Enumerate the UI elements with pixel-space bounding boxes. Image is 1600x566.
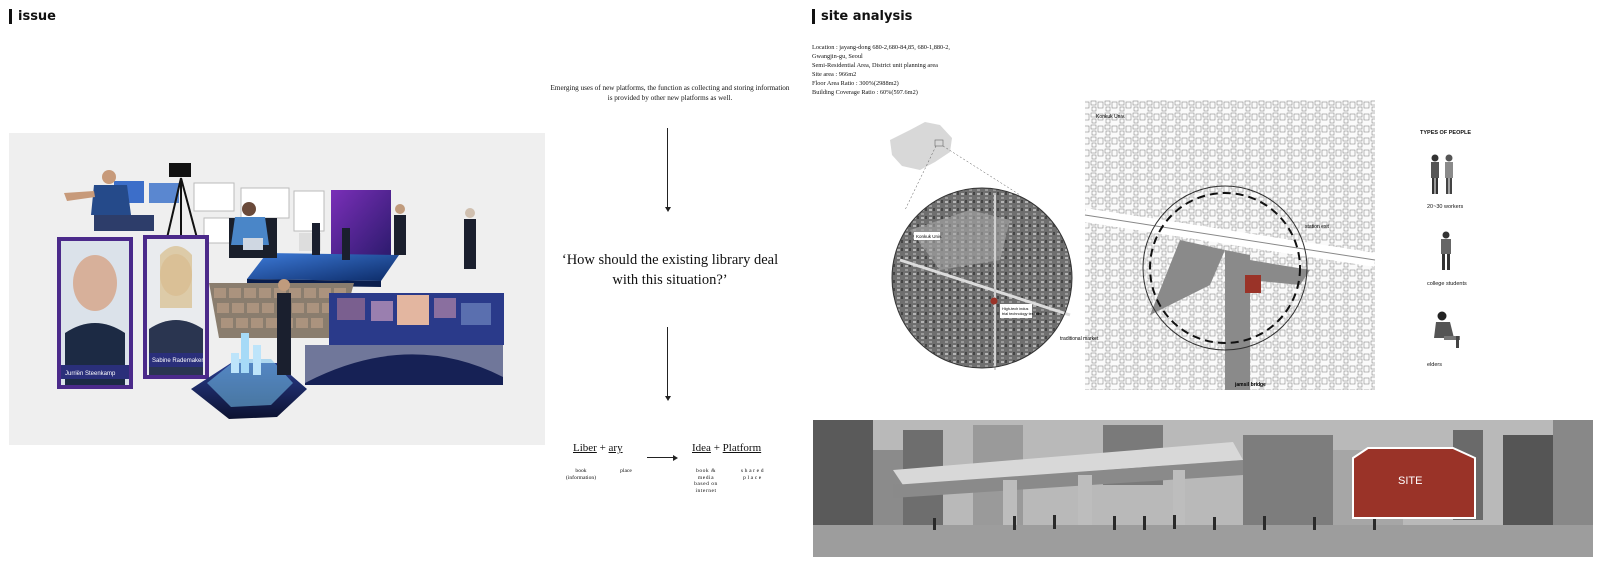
- label-book-information: book (information): [565, 468, 597, 481]
- traditional-market-label: traditional market: [1060, 336, 1099, 342]
- jamsil-bridge-label: jamsil bridge: [1235, 382, 1266, 388]
- site-analysis-title: [812, 9, 912, 24]
- label-place: place: [620, 468, 632, 474]
- digital-platform-collage: [9, 133, 545, 445]
- formula-plus-1: +: [599, 442, 606, 454]
- site-info-zoning: Semi-Residential Area, District unit planning area: [812, 62, 938, 69]
- label-book-media: book & media based on internet: [694, 468, 718, 494]
- students-label: college students: [1427, 281, 1467, 287]
- site-analysis-title-text: site analysis: [821, 9, 913, 24]
- title-bar: [812, 9, 815, 24]
- plan-map: [1060, 100, 1375, 390]
- workers-label: 20~30 workers: [1427, 204, 1464, 210]
- site-info-block: [812, 43, 950, 97]
- site-info-bcr: Building Coverage Ratio : 60%(597.6m2): [812, 89, 918, 96]
- site-info-location: Location : jayang-dong 680-2,680-84,85, 680-1,880-2,: [812, 44, 950, 51]
- station-exit-label: station exit: [1305, 224, 1329, 230]
- title-bar: [9, 9, 12, 24]
- formula-plus-2: +: [713, 442, 720, 454]
- site-maps: [880, 100, 1410, 400]
- formula-idea-platform: [692, 442, 761, 454]
- down-arrow-2: [667, 327, 668, 397]
- konkuk-univ-aerial-label: Konkuk Univ.: [916, 234, 943, 239]
- formula-term-ary: ary: [608, 442, 623, 454]
- video-tile-2-name: Sabine Rademaker: [152, 358, 204, 364]
- formula-library: [573, 442, 623, 454]
- formula-term-liber: Liber: [573, 442, 597, 454]
- video-tile-2: [143, 235, 209, 379]
- purple-screen: [331, 190, 391, 260]
- site-info-district: Gwangjin-gu, Seoul: [812, 53, 863, 60]
- collage-illustration: [9, 133, 545, 445]
- right-arrow: [647, 457, 674, 458]
- elders-label: elders: [1427, 362, 1442, 368]
- down-arrow-1: [667, 128, 668, 208]
- elder-figure: [1430, 310, 1464, 350]
- site-info-far: Floor Area Ratio : 300%(2988m2): [812, 80, 899, 87]
- street-photo: [813, 420, 1593, 557]
- konkuk-univ-plan-label: Konkuk Univ.: [1096, 114, 1126, 120]
- issue-title-text: issue: [18, 9, 57, 24]
- student-figure: [1434, 230, 1458, 272]
- people-types-title: TYPES OF PEOPLE: [1420, 130, 1472, 136]
- formula-term-platform: Platform: [722, 442, 762, 454]
- aerial-photo-circle: [892, 188, 1072, 370]
- formula-term-idea: Idea: [692, 442, 711, 454]
- video-tile-1: [57, 237, 133, 389]
- svg-text:trial technology test bed: trial technology test bed: [1002, 312, 1043, 316]
- conference-hall: [305, 293, 504, 385]
- label-shared-place: shared place: [740, 468, 766, 481]
- site-info-area: Site area : 966m2: [812, 71, 857, 78]
- research-question: ‘How should the existing library deal with this situation?’: [561, 252, 779, 288]
- workers-figure: [1425, 153, 1465, 198]
- video-tile-1-name: Jurriën Steenkamp: [65, 371, 116, 377]
- issue-title: [9, 9, 56, 24]
- intro-text: Emerging uses of new platforms, the function as collecting and storing information is provided by other new platforms as well.: [550, 84, 790, 102]
- street-panorama: [813, 420, 1593, 557]
- high-tech-label: High-tech indus: [1002, 307, 1029, 311]
- site-label: SITE: [1398, 475, 1423, 487]
